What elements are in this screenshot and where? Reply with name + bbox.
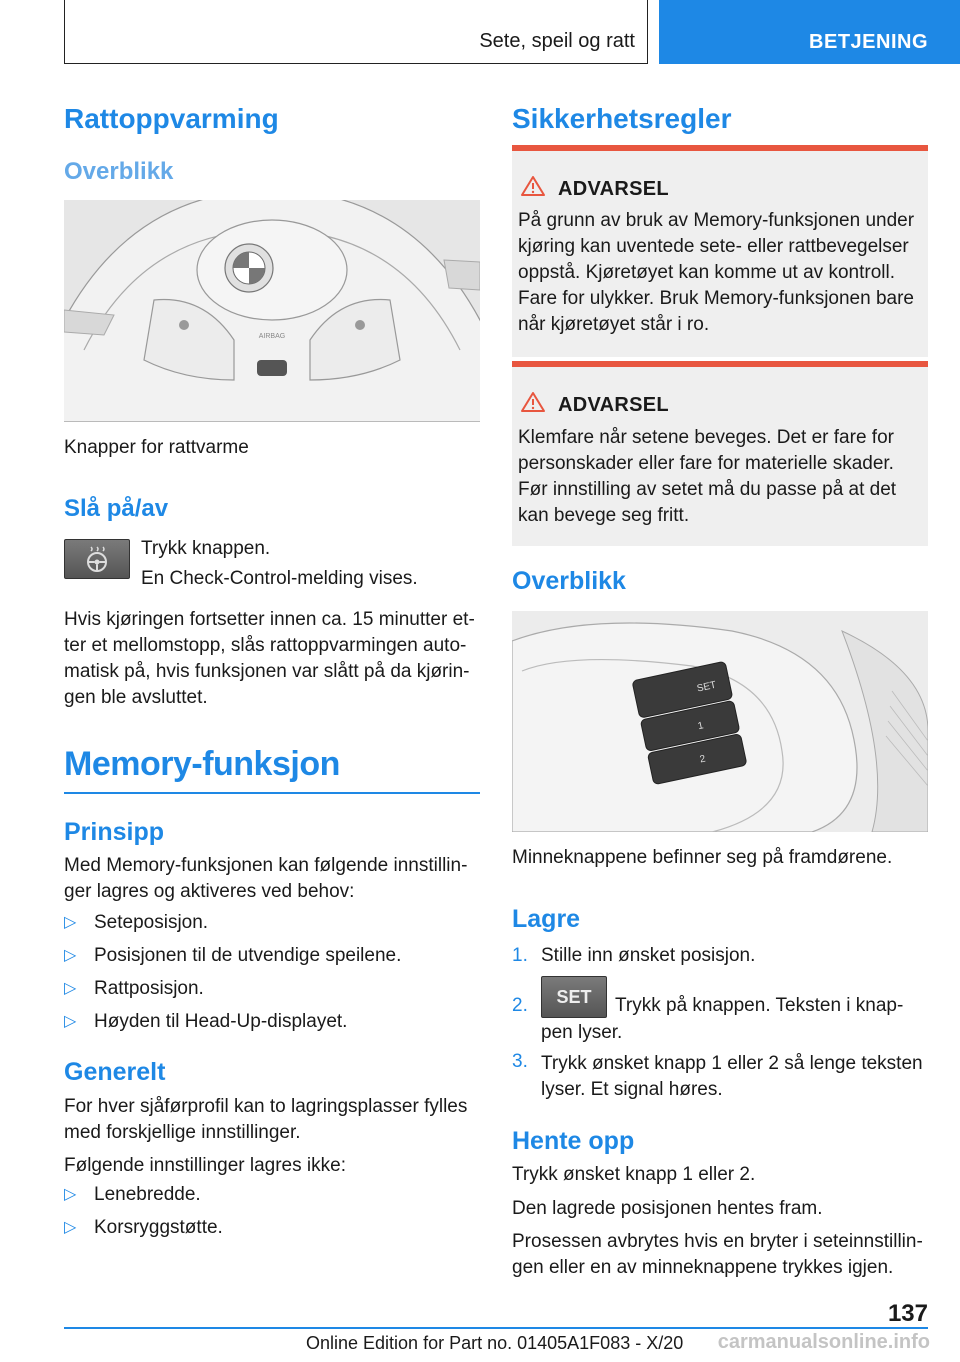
section-title-memory: Memory-funksjon — [64, 745, 340, 783]
watermark-text: carmanualsonline.info — [717, 1331, 930, 1353]
principle-text — [64, 853, 467, 905]
door-button-2-label: 2 — [698, 753, 707, 766]
footer-rule — [64, 1327, 928, 1329]
list-item — [64, 1215, 223, 1248]
step-text: Trykk ønsket knapp 1 eller 2 så lenge teksten — [541, 1053, 923, 1074]
set-button-label: SET — [556, 986, 592, 1007]
warning-text-1 — [518, 208, 914, 338]
door-set-label: SET — [695, 679, 718, 695]
section-title-safety: Sikkerhetsregler — [512, 103, 732, 134]
step-number: 3. — [512, 1051, 528, 1072]
bullet-icon: ▷ — [64, 914, 77, 931]
principle-text-line: ger lagres og aktiveres ved behov: — [64, 881, 355, 902]
step-item — [512, 943, 928, 975]
principle-text-line: Med Memory-funksjonen kan følgende innstillin- — [64, 855, 468, 876]
header-chapter-title: BETJENING — [809, 31, 928, 53]
bullet-icon: ▷ — [64, 1219, 77, 1236]
memory-title-rule — [64, 792, 480, 794]
warning-text-line: kjøring kan uventede sete- eller rattbevegelser — [518, 236, 909, 257]
list-item — [64, 976, 401, 1009]
door-memory-buttons-illustration — [512, 611, 928, 832]
warning-label-1: ADVARSEL — [558, 178, 669, 200]
list-item-text: Seteposisjon. — [94, 912, 209, 933]
warning-triangle-icon — [520, 175, 546, 197]
on-off-step-2: En Check-Control-melding vises. — [141, 568, 418, 589]
subheading-overview-right: Overblikk — [512, 567, 626, 595]
warning-box-2 — [512, 361, 928, 546]
auto-text-line: gen ble avsluttet. — [64, 687, 208, 708]
subheading-overview-left: Overblikk — [64, 158, 174, 185]
warning-text-line: når kjøretøyet står i ro. — [518, 314, 710, 335]
general-text-line: For hver sjåførprofil kan to lagringsplasser fylles — [64, 1096, 468, 1117]
auto-text-line: matisk på, hvis funksjonen var slått på da kjørin- — [64, 661, 470, 682]
warning-text-2 — [518, 425, 896, 529]
subheading-store: Lagre — [512, 905, 581, 933]
subheading-recall: Hente opp — [512, 1127, 635, 1155]
page-number: 137 — [887, 1300, 928, 1327]
auto-text-line: Hvis kjøringen fortsetter innen ca. 15 minutter et- — [64, 609, 475, 630]
bullet-icon: ▷ — [64, 947, 77, 964]
list-item — [64, 1182, 223, 1215]
bullet-icon: ▷ — [64, 980, 77, 997]
subheading-principle: Prinsipp — [64, 818, 165, 846]
door-panel-drawing — [512, 611, 928, 832]
on-off-step-1: Trykk knappen. — [141, 538, 271, 559]
abort-text-line: Prosessen avbrytes hvis en bryter i seteinnstillin- — [512, 1231, 923, 1252]
overview-caption-right: Minneknappene befinner seg på framdørene. — [512, 847, 893, 868]
not-saved-list — [64, 1182, 223, 1248]
bullet-icon: ▷ — [64, 1186, 77, 1203]
step-text: Trykk på knappen. Teksten i knap- — [615, 995, 904, 1016]
header-section-box — [64, 0, 648, 64]
warning-triangle-icon — [520, 391, 546, 413]
header-chapter-box — [659, 0, 960, 64]
list-item — [64, 943, 401, 976]
step-number: 2. — [512, 995, 528, 1016]
warning-text-line: Før innstilling av setet må du passe på at det — [518, 479, 897, 500]
overview-caption-left: Knapper for rattvarme — [64, 437, 249, 458]
subheading-general: Generelt — [64, 1058, 166, 1086]
set-button — [541, 976, 607, 1018]
general-text — [64, 1094, 467, 1146]
subheading-on-off: Slå på/av — [64, 495, 169, 522]
not-saved-intro: Følgende innstillinger lagres ikke: — [64, 1155, 346, 1176]
airbag-label: AIRBAG — [258, 333, 286, 340]
list-item — [64, 910, 401, 943]
list-item-text: Rattposisjon. — [94, 978, 204, 999]
abort-text-line: gen eller en av minneknappene trykkes igjen. — [512, 1257, 894, 1278]
footer-edition-text: Online Edition for Part no. 01405A1F083 - X/20 — [306, 1333, 684, 1353]
header-section-title: Sete, speil og ratt — [479, 30, 635, 52]
list-item-text: Korsryggstøtte. — [94, 1217, 223, 1238]
warning-text-line: Fare for ulykker. Bruk Memory-funksjonen bare — [518, 288, 914, 309]
list-item-text: Posisjonen til de utvendige speilene. — [94, 945, 402, 966]
warning-text-line: Klemfare når setene beveges. Det er fare for — [518, 427, 894, 448]
step-text-cont: pen lyser. — [541, 1022, 623, 1043]
warning-text-line: personskader eller fare for materielle skader. — [518, 453, 894, 474]
warning-label-2: ADVARSEL — [558, 394, 669, 416]
step-number: 1. — [512, 945, 528, 966]
door-button-1-label: 1 — [696, 720, 705, 733]
list-item — [64, 1009, 401, 1042]
recall-line-1: Trykk ønsket knapp 1 eller 2. — [512, 1164, 756, 1185]
warning-text-line: kan bevege seg fritt. — [518, 505, 690, 526]
recall-line-2: Den lagrede posisjonen hentes fram. — [512, 1198, 823, 1219]
store-steps — [512, 943, 928, 975]
steering-heating-icon — [82, 544, 112, 574]
list-item-text: Høyden til Head-Up-displayet. — [94, 1011, 348, 1032]
steering-wheel-drawing — [64, 200, 480, 422]
general-text-line: med forskjellige innstillinger. — [64, 1122, 301, 1143]
warning-box-1 — [512, 145, 928, 357]
warning-text-line: oppstå. Kjøretøyet kan komme ut av kontroll. — [518, 262, 895, 283]
list-item-text: Lenebredde. — [94, 1184, 201, 1205]
principle-list — [64, 910, 401, 1042]
bullet-icon: ▷ — [64, 1013, 77, 1030]
abort-text — [512, 1229, 923, 1281]
steering-heating-button — [64, 539, 130, 579]
section-title-steering-heating: Rattoppvarming — [64, 103, 279, 134]
auto-reactivation-text — [64, 607, 484, 711]
auto-text-line: ter et mellomstopp, slås rattoppvarmingen auto- — [64, 635, 467, 656]
steering-wheel-illustration — [64, 200, 480, 422]
warning-text-line: På grunn av bruk av Memory-funksjonen under — [518, 210, 915, 231]
step-text-cont: lyser. Et signal høres. — [541, 1079, 723, 1100]
step-text: Stille inn ønsket posisjon. — [541, 945, 756, 966]
